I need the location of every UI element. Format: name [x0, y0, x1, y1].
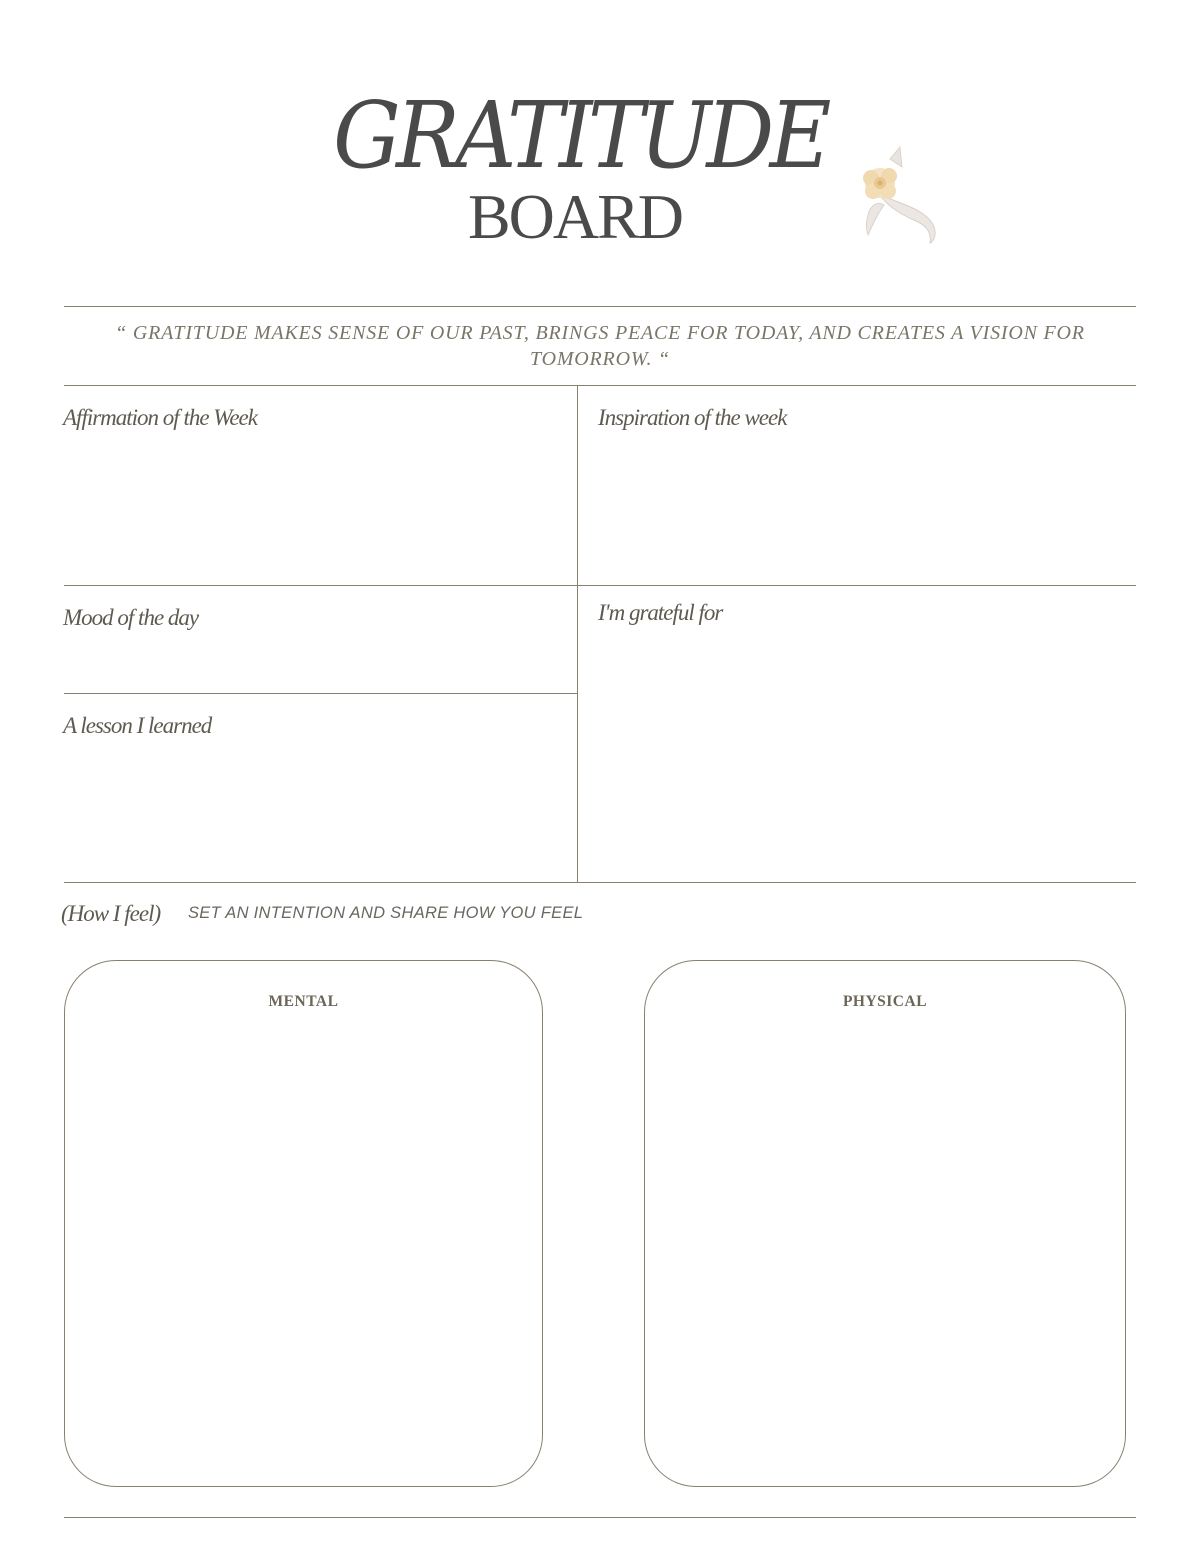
flower-icon [850, 145, 945, 245]
physical-box [644, 960, 1126, 1487]
how-i-feel-label: (How I feel) [61, 901, 161, 926]
grateful-label: I'm grateful for [598, 600, 723, 625]
intention-instruction: SET AN INTENTION AND SHARE HOW YOU FEEL [188, 904, 584, 922]
mood-label: Mood of the day [63, 605, 199, 630]
divider-bottom [64, 1517, 1136, 1518]
affirmation-label: Affirmation of the Week [63, 405, 257, 430]
mental-box [64, 960, 543, 1487]
inspiration-label: Inspiration of the week [598, 405, 787, 430]
grid-vertical-divider [577, 386, 578, 883]
gratitude-quote: “ GRATITUDE MAKES SENSE OF OUR PAST, BRINGS PEACE FOR TODAY, AND CREATES A VISION FOR TOMORROW. “ [115, 322, 1085, 370]
grid-left-split-line [64, 693, 577, 694]
mental-box-title: MENTAL [268, 993, 339, 1010]
divider-top [64, 306, 1136, 307]
page-subtitle: BOARD [467, 181, 683, 252]
physical-box-title: PHYSICAL [842, 993, 928, 1010]
page-title: GRATITUDE [333, 82, 827, 189]
lesson-label: A lesson I learned [63, 713, 212, 738]
grid-top-line [64, 385, 1136, 386]
grid-bottom-line [64, 882, 1136, 883]
grid-middle-line [64, 585, 1136, 586]
